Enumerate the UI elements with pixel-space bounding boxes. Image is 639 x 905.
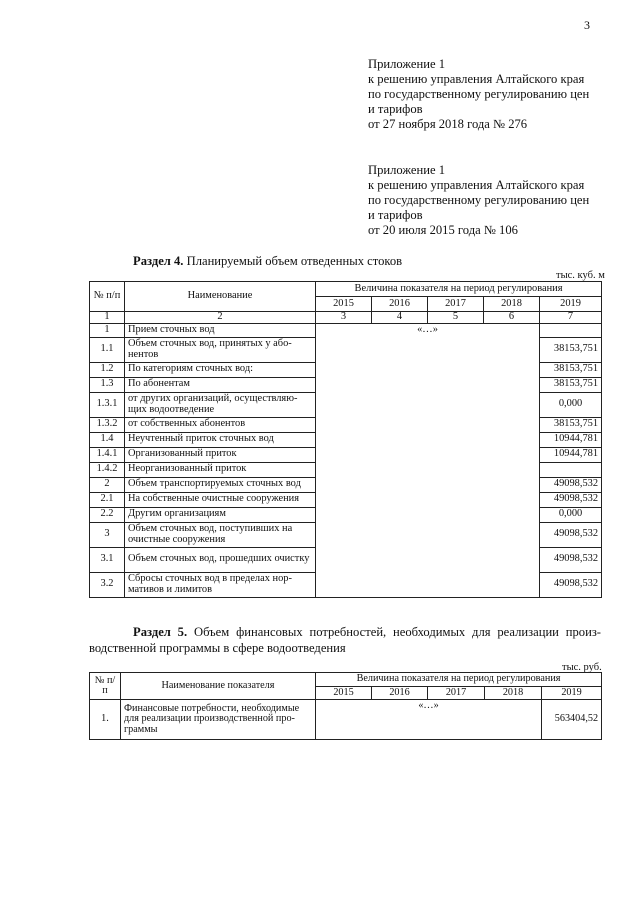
appendix-line: к решению управления Алтайского края [368,178,585,192]
row-num: 1.3.2 [90,417,125,432]
col-number: 7 [540,312,602,324]
row-name: Объем сточных вод, прошедших очистку [125,547,316,572]
section5-table [89,672,602,740]
header-year: 2018 [485,687,542,700]
header-num: № п/п [90,282,125,312]
row-value-2019 [540,323,602,337]
row-value-2019: 0,000 [540,392,602,417]
row-value-2019: 38153,751 [540,417,602,432]
row-name: Прием сточных вод [125,323,316,337]
row-name: Организованный приток [125,447,316,462]
row-name: По абонентам [125,377,316,392]
header-year: 2019 [542,687,602,700]
appendix-line: Приложение 1 [368,57,446,71]
row-value-2019 [540,462,602,477]
row-name: Объем сточных вод, принятых у або-нентов [125,337,316,362]
header-year: 2016 [372,687,428,700]
appendix-line: к решению управления Алтайского края [368,72,585,86]
row-num: 3.1 [90,547,125,572]
appendix-line: и тарифов [368,208,423,222]
row-num: 3.2 [90,572,125,597]
row-value-2019: 38153,751 [540,337,602,362]
header-year: 2015 [316,297,372,312]
row-num: 1.4 [90,432,125,447]
appendix-line: Приложение 1 [368,163,446,177]
row-name: Объем сточных вод, поступивших на очистные сооружения [125,522,316,547]
row-name: На собственные очистные сооружения [125,492,316,507]
row-value-2019: 10944,781 [540,432,602,447]
row-value-2019: 38153,751 [540,377,602,392]
row-name: Финансовые потребности, необходимые для реализации производственной про-граммы [121,700,316,740]
section4-title [133,254,402,269]
page-number: 3 [584,18,590,32]
row-value-2019: 38153,751 [540,362,602,377]
appendix-line: от 27 ноября 2018 года № 276 [368,117,528,131]
section4-table [89,281,602,598]
row-num: 1.3.1 [90,392,125,417]
row-value-2019: 49098,532 [540,522,602,547]
row-name: Неорганизованный приток [125,462,316,477]
row-name: Другим организациям [125,507,316,522]
header-year: 2016 [372,297,428,312]
row-num: 1.4.2 [90,462,125,477]
header-year: 2017 [428,297,484,312]
section5-unit: тыс. руб. [562,662,602,673]
row-value-2019: 49098,532 [540,492,602,507]
header-year: 2018 [484,297,540,312]
row-value-2019: 49098,532 [540,572,602,597]
omitted-marker: «…» [316,700,542,740]
header-period: Величина показателя на период регулирования [316,282,602,297]
row-num: 3 [90,522,125,547]
row-name: Сбросы сточных вод в пределах нор-мативов и лимитов [125,572,316,597]
row-value-2019: 0,000 [540,507,602,522]
row-num: 1.2 [90,362,125,377]
section4-unit: тыс. куб. м [556,270,605,281]
appendix-header-new [368,57,589,132]
col-number: 1 [90,312,125,324]
row-num: 1.4.1 [90,447,125,462]
row-value-2019: 49098,532 [540,477,602,492]
row-num: 1.1 [90,337,125,362]
appendix-line: от 20 июля 2015 года № 106 [368,223,518,237]
appendix-header-old [368,163,589,238]
row-value-2019: 10944,781 [540,447,602,462]
col-number: 2 [125,312,316,324]
row-name: Объем транспортируемых сточных вод [125,477,316,492]
header-period: Величина показателя на период регулирования [316,673,602,687]
col-number: 4 [372,312,428,324]
header-num: № п/п [90,673,121,700]
section4-title-text: Планируемый объем отведенных стоков [183,254,403,268]
row-num: 2.1 [90,492,125,507]
row-name: от других организаций, осуществляю-щих водоотведение [125,392,316,417]
appendix-line: по государственному регулированию цен [368,193,590,207]
row-num: 1 [90,323,125,337]
appendix-line: и тарифов [368,102,423,116]
row-num: 2.2 [90,507,125,522]
col-number: 3 [316,312,372,324]
header-year: 2019 [540,297,602,312]
row-name: от собственных абонентов [125,417,316,432]
header-year: 2017 [428,687,485,700]
row-num: 1. [90,700,121,740]
section5-title-text: Объем финансовых потребностей, необходимых для реализации произ-водственной программы в сфере водоотведения [89,625,601,655]
section5-title [89,624,601,656]
header-name: Наименование [125,282,316,312]
header-name: Наименование показателя [121,673,316,700]
row-value-2019: 49098,532 [540,547,602,572]
col-number: 5 [428,312,484,324]
section4-title-bold: Раздел 4. [133,254,184,268]
section5-title-bold: Раздел 5. [133,625,188,639]
omitted-marker: «…» [316,323,540,597]
row-num: 1.3 [90,377,125,392]
row-name: Неучтенный приток сточных вод [125,432,316,447]
row-value-2019: 563404,52 [542,700,602,740]
header-year: 2015 [316,687,372,700]
col-number: 6 [484,312,540,324]
row-name: По категориям сточных вод: [125,362,316,377]
row-num: 2 [90,477,125,492]
appendix-line: по государственному регулированию цен [368,87,590,101]
